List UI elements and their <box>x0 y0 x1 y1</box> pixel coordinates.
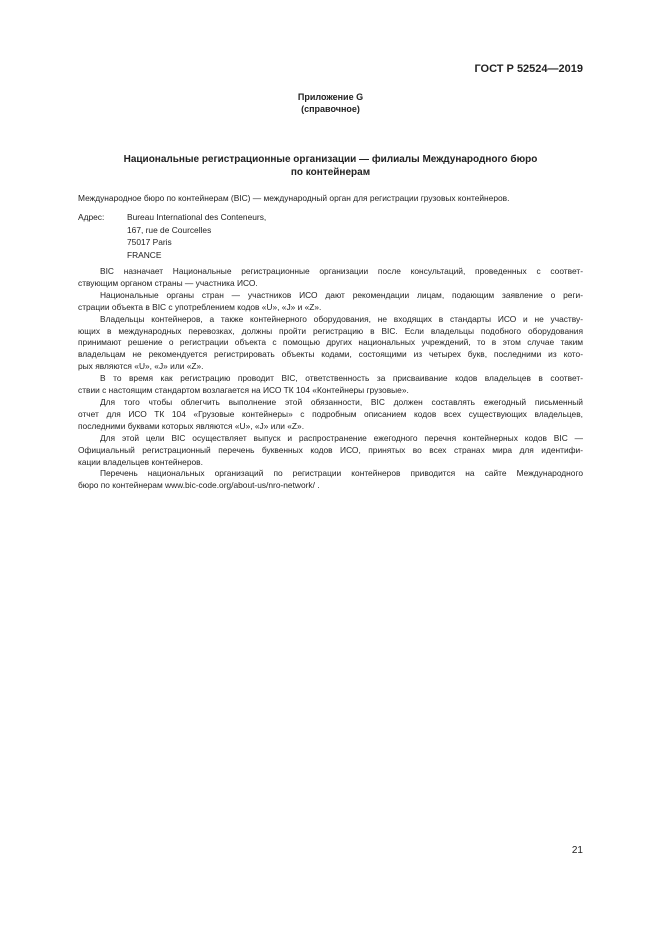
body-line: последними буквами которых являются «U», «J» или «Z». <box>78 420 305 431</box>
section-title-line-1: Национальные регистрационные организации — филиалы Международного бюро <box>123 154 538 165</box>
body-paragraph <box>78 397 583 433</box>
address-line: FRANCE <box>127 249 162 260</box>
body-paragraph <box>78 314 583 374</box>
body-line: Владельцы контейнеров, а также контейнерного оборудования, не входящих в стандарты ИСО и не участву- <box>100 313 583 324</box>
body-line: В то время как регистрацию проводит BIC, ответственность за присваивание кодов владельцев в соответ- <box>100 373 583 384</box>
standard-code: ГОСТ Р 52524—2019 <box>474 63 583 75</box>
body-line: отчет для ИСО ТК 104 «Грузовые контейнеры» с подробным описанием кодов всех существующих владельцев, <box>78 408 583 419</box>
body-line: принимают решение о регистрации объекта с помощью других национальных учреждений, то в этом случае таким <box>78 337 583 348</box>
annex-type: (справочное) <box>301 104 360 114</box>
body-line: владельцам не рекомендуется регистрировать объекты кодами, состоящими из четырех букв, последними из кото- <box>78 349 583 360</box>
body-line: Перечень национальных организаций по регистрации контейнеров приводится на сайте Международного <box>100 468 583 479</box>
body-line: страции объекта в BIC с употреблением кодов «U», «J» и «Z». <box>78 301 322 312</box>
annex-label: Приложение G <box>297 92 364 102</box>
address-line: Bureau International des Conteneurs, <box>127 212 267 222</box>
body-line: Официальный регистрационный перечень буквенных кодов ИСО, принятых во всех странах мира для идентифи- <box>78 444 583 455</box>
address-lines <box>127 211 266 261</box>
section-title-line-2: по контейнерам <box>290 167 371 178</box>
body-line: бюро по контейнерам www.bic-code.org/about-us/nro-network/ . <box>78 480 320 491</box>
body-line: Для этой цели BIC осуществляет выпуск и распространение ежегодного перечня контейнерных кодов BIC — <box>100 432 583 443</box>
body-line: кации владельцев контейнеров. <box>78 456 203 467</box>
annex-heading <box>0 91 661 115</box>
body-paragraph <box>78 373 583 397</box>
body-line: Для того чтобы облегчить выполнение этой обязанности, BIC должен составлять ежегодный письменный <box>100 396 583 407</box>
section-title <box>78 153 583 179</box>
body-line: ющих в международных перевозках, должны пройти регистрацию в BIC. Если владельцы подобного оборудования <box>78 325 583 336</box>
address-line: 75017 Paris <box>127 237 172 247</box>
body-line: ствующим органом страны — участника ИСО. <box>78 277 258 288</box>
address-line: 167, rue de Courcelles <box>127 224 212 235</box>
body-paragraph <box>78 290 583 314</box>
address-label: Адрес: <box>78 212 105 222</box>
page-number: 21 <box>571 845 583 856</box>
body-paragraph <box>78 266 583 290</box>
body-paragraph <box>78 433 583 469</box>
intro-paragraph: Международное бюро по контейнерам (BIC) — международный орган для регистрации грузовых контейнеров. <box>78 193 510 203</box>
body-line: Национальные органы стран — участников ИСО дают рекомендации лицам, подающим заявление о реги- <box>100 289 583 300</box>
body-text <box>78 266 583 492</box>
body-line: рых являются «U», «J» или «Z». <box>78 361 204 372</box>
body-line: BIC назначает Национальные регистрационные организации после консультаций, проведенных с соответ- <box>100 266 583 276</box>
body-paragraph <box>78 468 583 492</box>
body-line: ствии с настоящим стандартом возлагается на ИСО ТК 104 «Контейнеры грузовые». <box>78 385 409 396</box>
